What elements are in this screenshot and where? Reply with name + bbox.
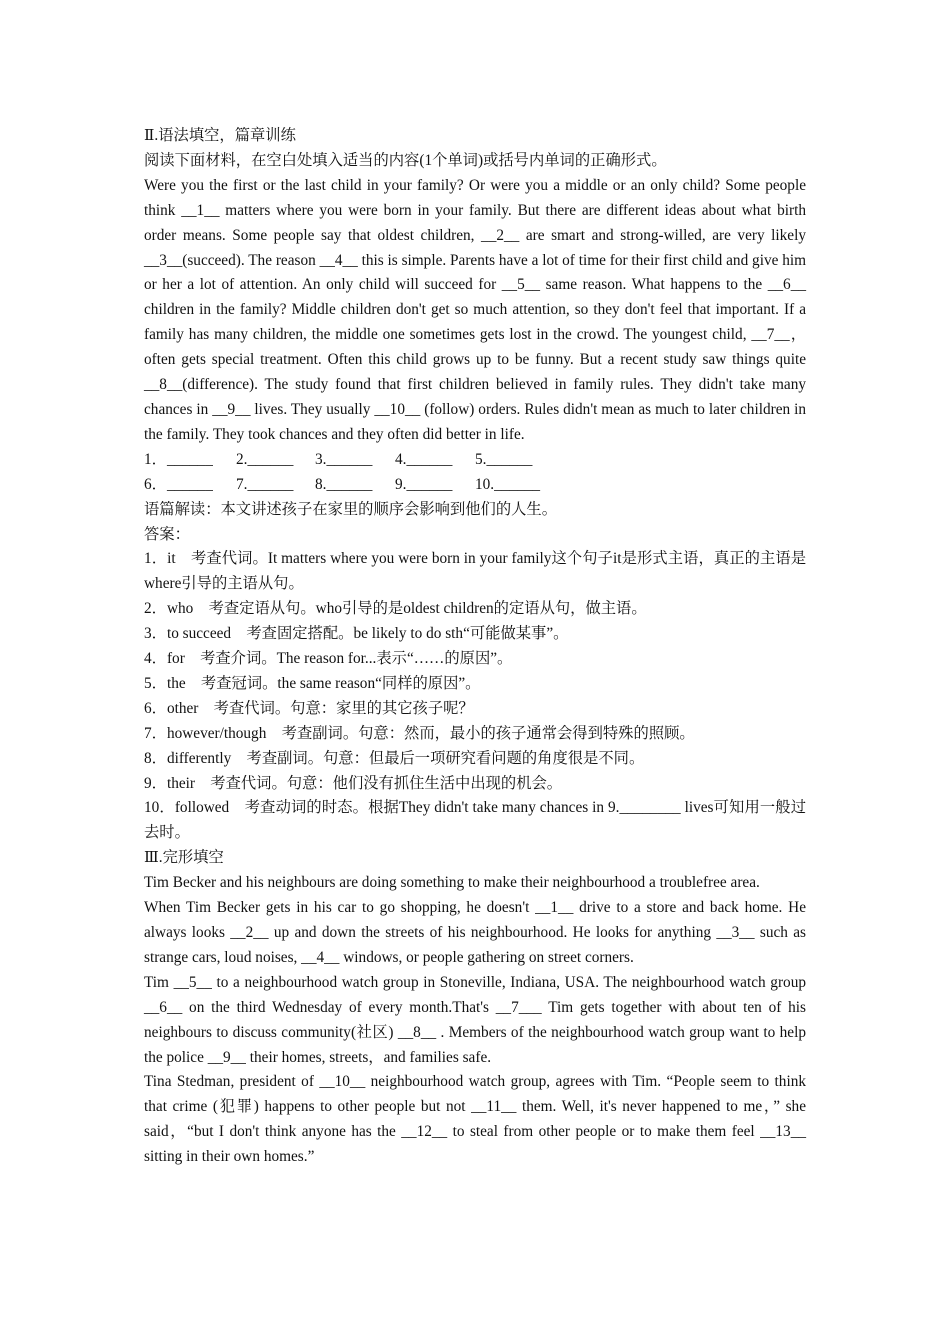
answer-item: 7．however/though 考查副词。句意：然而，最小的孩子通常会得到特殊的照顾。 [144, 724, 695, 742]
section-2-instruction: 阅读下面材料，在空白处填入适当的内容(1个单词)或括号内单词的正确形式。 [144, 151, 667, 169]
answer-item: 5．the 考查冠词。the same reason“同样的原因”。 [144, 674, 481, 692]
answer-blank: 8.______ [315, 475, 373, 493]
answer-blank: 3.______ [315, 450, 373, 468]
grammar-passage: Were you the first or the last child in your family? Or were you a middle or an only child? Some people think __1__ matters where you were born in your family. But there are different ideas about what birth order means. Some people say that oldest children, __2__ are smart and strong-willed, are very likely __3__(succeed). The reason __4__ this is simple. Parents have a lot of time for their first child and give him or her a lot of attention. An only child will succeed for __5__ same reason. What happens to the __6__ children in the family? Middle children don't get so much attention, so they don't feel that important. If a family has many children, the middle one sometimes gets lost in the crowd. The youngest child, __7__， often gets special treatment. Often this child grows up to be funny. But a recent study saw things quite __8__(difference). The study found that first children believed in family rules. They didn't take many chances in __9__ lives. They usually __10__ (follow) orders. Rules didn't mean as much to later children in the family. They took chances and they often did better in life. [144, 176, 807, 443]
section-2-heading: Ⅱ.语法填空，篇章训练 [144, 127, 296, 144]
answer-blanks-row-1 [144, 448, 806, 473]
document-page [144, 124, 806, 1170]
answer-blank: 10.______ [475, 475, 541, 493]
cloze-paragraph: When Tim Becker gets in his car to go shopping, he doesn't __1__ drive to a store and back home. He always looks __2__ up and down the streets of his neighbourhood. He looks for anything __3__ such as strange cars, loud noises, __4__ windows, or people gathering on street corners. [144, 899, 806, 966]
answer-item: 9．their 考查代词。句意：他们没有抓住生活中出现的机会。 [144, 774, 563, 792]
answer-blank: 6．______ [144, 475, 213, 493]
answer-item: 1．it 考查代词。It matters where you were born in your family这个句子it是形式主语，真正的主语是where引导的主语从句。 [144, 550, 806, 593]
reading-note: 语篇解读：本文讲述孩子在家里的顺序会影响到他们的人生。 [144, 500, 558, 518]
answer-blank: 9.______ [395, 475, 453, 493]
answer-blanks-row-2 [144, 473, 806, 498]
cloze-paragraph: Tim Becker and his neighbours are doing something to make their neighbourhood a troublefree area. [144, 874, 760, 892]
answer-blank: 7.______ [236, 475, 294, 493]
section-3-heading: Ⅲ.完形填空 [144, 849, 224, 867]
cloze-paragraph: Tim __5__ to a neighbourhood watch group in Stoneville, Indiana, USA. The neighbourhood watch group __6__ on the third Wednesday of every month.That's __7___ Tim gets together with about ten of his neighbours to discuss community(社区) __8__ . Members of the neighbourhood watch group want to help the police __9__ their homes, streets，and families safe. [144, 973, 806, 1066]
answer-blank: 4.______ [395, 450, 453, 468]
answer-blank: 2.______ [236, 450, 294, 468]
answer-label: 答案： [144, 525, 190, 543]
answer-item: 6．other 考查代词。句意：家里的其它孩子呢？ [144, 699, 474, 717]
answer-item: 2．who 考查定语从句。who引导的是oldest children的定语从句，做主语。 [144, 600, 647, 618]
cloze-paragraph: Tina Stedman, president of __10__ neighbourhood watch group, agrees with Tim. “People seem to think that crime (犯罪) happens to other people but not __11__ them. Well, it's never happened to me，” she said，“but I don't think anyone has the __12__ to steal from other people or to make them feel __13__ sitting in their own homes.” [144, 1073, 806, 1166]
answer-blank: 5.______ [475, 450, 533, 468]
answer-item: 3．to succeed 考查固定搭配。be likely to do sth“可能做某事”。 [144, 625, 569, 643]
answer-blank: 1．______ [144, 450, 213, 468]
answer-item: 4．for 考查介词。The reason for...表示“……的原因”。 [144, 650, 513, 668]
answer-item: 10．followed 考查动词的时态。根据They didn't take many chances in 9.________ lives可知用一般过去时。 [144, 799, 806, 842]
answer-item: 8．differently 考查副词。句意：但最后一项研究看问题的角度很是不同。 [144, 749, 645, 767]
